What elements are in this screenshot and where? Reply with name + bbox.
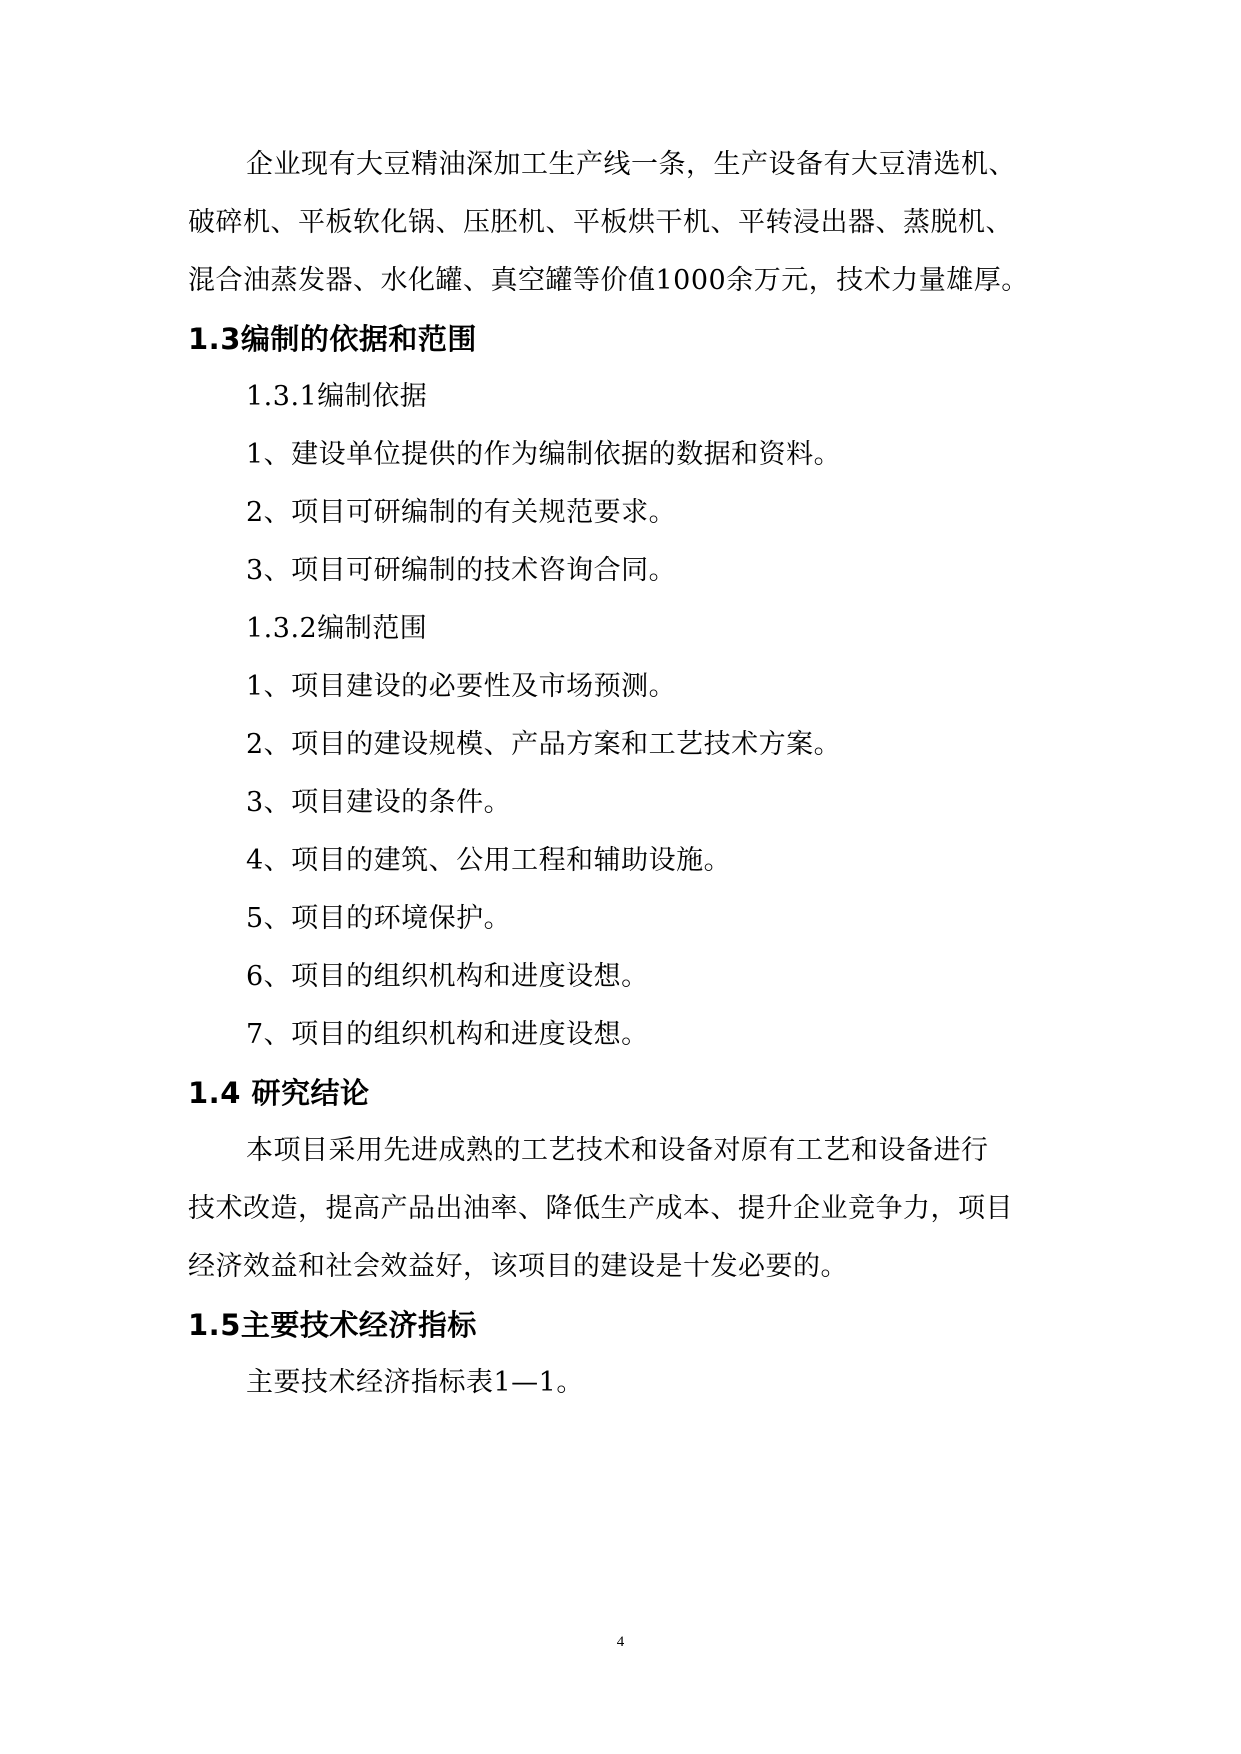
- list-item: 1、建设单位提供的作为编制依据的数据和资料。: [246, 439, 842, 470]
- list-item: 2、项目的建设规模、产品方案和工艺技术方案。: [246, 729, 842, 760]
- section-heading-1-3: 1.3编制的依据和范围: [188, 322, 477, 356]
- intro-line-2: 破碎机、平板软化锅、压胚机、平板烘干机、平转浸出器、蒸脱机、: [188, 207, 1013, 238]
- list-item: 5、项目的环境保护。: [246, 903, 512, 934]
- list-item: 6、项目的组织机构和进度设想。: [246, 961, 649, 992]
- page-number: 4: [616, 1634, 625, 1650]
- section-heading-1-4: 1.4 研究结论: [188, 1076, 370, 1110]
- list-item: 1、项目建设的必要性及市场预测。: [246, 671, 677, 702]
- conclusion-line-3: 经济效益和社会效益好，该项目的建设是十发必要的。: [188, 1251, 848, 1282]
- list-item: 3、项目可研编制的技术咨询合同。: [246, 555, 677, 586]
- list-item: 4、项目的建筑、公用工程和辅助设施。: [246, 845, 732, 876]
- indicator-table-reference: 主要技术经济指标表1—1。: [246, 1367, 584, 1398]
- intro-line-3: 混合油蒸发器、水化罐、真空罐等价值1000余万元，技术力量雄厚。: [188, 265, 1029, 296]
- subsection-title-1-3-1: 1.3.1编制依据: [246, 381, 428, 412]
- subsection-title-1-3-2: 1.3.2编制范围: [246, 613, 428, 644]
- list-item: 7、项目的组织机构和进度设想。: [246, 1019, 649, 1050]
- conclusion-line-1: 本项目采用先进成熟的工艺技术和设备对原有工艺和设备进行: [246, 1135, 989, 1166]
- intro-line-1: 企业现有大豆精油深加工生产线一条，生产设备有大豆清选机、: [246, 149, 1016, 180]
- list-item: 3、项目建设的条件。: [246, 787, 512, 818]
- list-item: 2、项目可研编制的有关规范要求。: [246, 497, 677, 528]
- conclusion-line-2: 技术改造，提高产品出油率、降低生产成本、提升企业竞争力，项目: [188, 1193, 1013, 1224]
- section-heading-1-5: 1.5主要技术经济指标: [188, 1308, 477, 1342]
